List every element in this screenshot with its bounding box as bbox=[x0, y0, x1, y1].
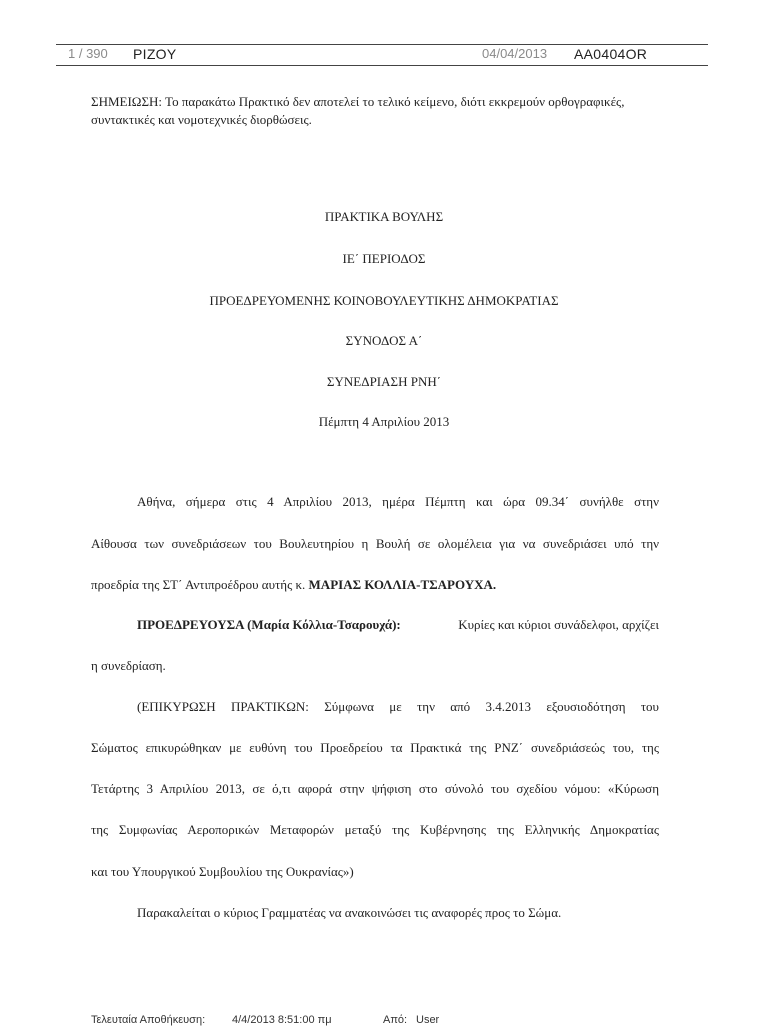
presiding-officer-name: ΜΑΡΙΑΣ ΚΟΛΛΙΑ-ΤΣΑΡΟΥΧΑ. bbox=[308, 577, 497, 592]
document-date: 04/04/2013 bbox=[482, 46, 548, 61]
footer-saved-label: Τελευταία Αποθήκευση: bbox=[91, 1014, 206, 1026]
paragraph-4-line-1: Παρακαλείται ο κύριος Γραμματέας να ανακοινώσει τις αναφορές προς το Σώμα. bbox=[137, 905, 562, 920]
heading-line-3: ΠΡΟΕΔΡΕΥΟΜΕΝΗΣ ΚΟΙΝΟΒΟΥΛΕΥΤΙΚΗΣ ΔΗΜΟΚΡΑΤΙΑΣ bbox=[209, 293, 559, 308]
paragraph-3-line-2: Σώματος επικυρώθηκαν με ευθύνη του Προεδρείου τα Πρακτικά της ΡΝΖ΄ συνεδριάσεώς του, της bbox=[91, 740, 659, 755]
document-code: AA0404OR bbox=[574, 46, 648, 62]
footer-from-label: Από: bbox=[383, 1014, 408, 1026]
footer-from-value: User bbox=[416, 1014, 440, 1026]
paragraph-3-line-4: της Συμφωνίας Αεροπορικών Μεταφορών μεταξύ της Κυβέρνησης της Ελληνικής Δημοκρατίας bbox=[91, 822, 659, 837]
heading-line-6: Πέμπτη 4 Απριλίου 2013 bbox=[318, 414, 450, 429]
heading-line-4: ΣΥΝΟΔΟΣ Α΄ bbox=[345, 333, 423, 348]
paragraph-1-text: προεδρία της ΣΤ΄ Αντιπροέδρου αυτής κ. bbox=[91, 577, 306, 592]
paragraph-3-line-5: και του Υπουργικού Συμβουλίου της Ουκρανίας») bbox=[91, 864, 354, 879]
paragraph-1-line-1: Αθήνα, σήμερα στις 4 Απριλίου 2013, ημέρα Πέμπτη και ώρα 09.34΄ συνήλθε στην bbox=[137, 494, 659, 509]
heading-line-2: ΙΕ΄ ΠΕΡΙΟΔΟΣ bbox=[342, 251, 426, 266]
document-title: PIZOY bbox=[133, 46, 177, 62]
document-header bbox=[56, 44, 708, 66]
heading-line-1: ΠΡΑΚΤΙΚΑ ΒΟΥΛΗΣ bbox=[324, 209, 444, 224]
draft-note: ΣΗΜΕΙΩΣΗ: Το παρακάτω Πρακτικό δεν αποτελεί το τελικό κείμενο, διότι εκκρεμούν ορθογραφικές, συντακτικές και νομοτεχνικές διορθώσεις. bbox=[91, 94, 625, 127]
paragraph-2-line-2: η συνεδρίαση. bbox=[91, 658, 166, 673]
speaker-text: Κυρίες και κύριοι συνάδελφοι, αρχίζει bbox=[458, 617, 659, 632]
speaker-label: ΠΡΟΕΔΡΕΥΟΥΣΑ (Μαρία Κόλλια-Τσαρουχά): bbox=[137, 617, 401, 632]
page-counter: 1 / 390 bbox=[68, 46, 108, 61]
paragraph-3-line-1: (ΕΠΙΚΥΡΩΣΗ ΠΡΑΚΤΙΚΩΝ: Σύμφωνα με την από 3.4.2013 εξουσιοδότηση του bbox=[137, 699, 659, 714]
paragraph-3-line-3: Τετάρτης 3 Απριλίου 2013, σε ό,τι αφορά στην ψήφιση στο σύνολό του σχεδίου νόμου: «Κύρωση bbox=[91, 781, 659, 796]
heading-line-5: ΣΥΝΕΔΡΙΑΣΗ ΡΝΗ΄ bbox=[326, 374, 442, 389]
paragraph-1-line-2: Αίθουσα των συνεδριάσεων του Βουλευτηρίου η Βουλή σε ολομέλεια για να συνεδριάσει υπό την bbox=[91, 536, 659, 551]
paragraph-1-line-3 bbox=[91, 577, 659, 593]
footer-saved-value: 4/4/2013 8:51:00 πμ bbox=[232, 1014, 332, 1026]
paragraph-2-line-1 bbox=[137, 617, 659, 633]
